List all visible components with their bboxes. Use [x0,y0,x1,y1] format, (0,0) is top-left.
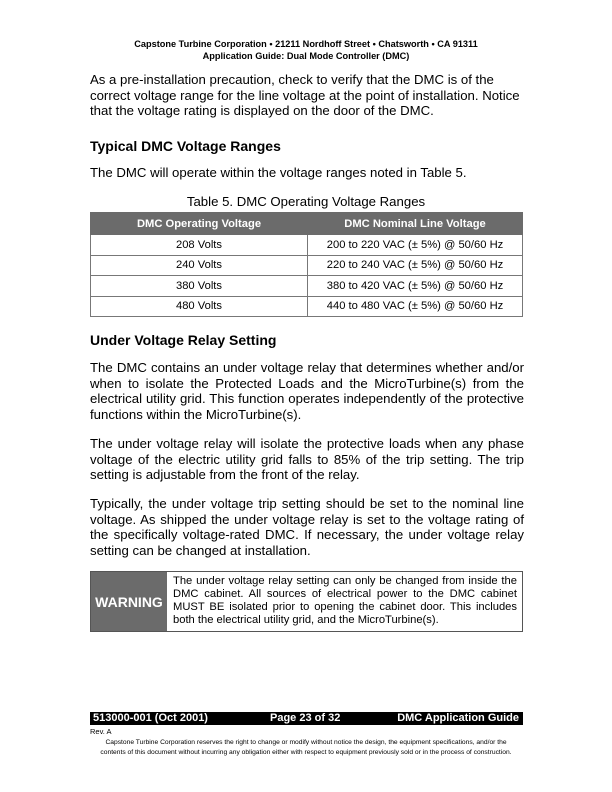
table-row [91,296,523,317]
header-address: Capstone Turbine Corporation • 21211 Nordhoff Street • Chatsworth • CA 91311 [134,39,478,49]
disclaimer-line-1: Capstone Turbine Corporation reserves the right to change or modify without notice the design, the equipment specifications, and/or the [105,739,507,746]
header-guide-title: Application Guide: Dual Mode Controller (DMC) [202,51,410,61]
warning-text: The under voltage relay setting can only be changed from inside the DMC cabinet. All sources of electrical power to the DMC cabinet MUST BE isolated prior to opening the cabinet door. This includes both the electrical utility grid, and the MicroTurbine(s). [173,575,517,626]
disclaimer-line-2: contents of this document without incurring any obligation either with respect to equipment previously sold or in the process of construction. [100,748,512,756]
warning-label: WARNING [91,572,167,631]
warning-box [90,571,523,632]
voltage-table [90,212,523,317]
table-row [91,235,523,256]
footer-doc-number: 513000-001 (Oct 2001) [93,712,208,724]
table-caption: Table 5. DMC Operating Voltage Ranges [186,194,426,209]
column-header: DMC Operating Voltage [91,213,308,235]
relay-paragraph-3: Typically, the under voltage trip setting should be set to the nominal line voltage. As shipped the under voltage relay is set to the voltage rating of the specifically voltage-rated DMC. If necessary, the under voltage relay setting can be changed at installation. [90,496,524,558]
footer-bar [90,712,523,725]
table-cell: 380 to 420 VAC (± 5%) @ 50/60 Hz [308,276,523,297]
voltage-ranges-paragraph: The DMC will operate within the voltage ranges noted in Table 5. [90,165,467,180]
table-cell: 200 to 220 VAC (± 5%) @ 50/60 Hz [308,235,523,256]
footer-disclaimer [0,738,612,757]
footer-guide-title: DMC Application Guide [397,712,519,724]
table-cell: 480 Volts [91,296,308,317]
table-cell: 380 Volts [91,276,308,297]
table-cell: 240 Volts [91,255,308,276]
table-cell: 440 to 480 VAC (± 5%) @ 50/60 Hz [308,296,523,317]
table-cell: 220 to 240 VAC (± 5%) @ 50/60 Hz [308,255,523,276]
column-header: DMC Nominal Line Voltage [308,213,523,235]
section-heading-under-voltage-relay: Under Voltage Relay Setting [90,332,277,348]
table-row [91,276,523,297]
section-heading-voltage-ranges: Typical DMC Voltage Ranges [90,138,281,154]
relay-paragraph-1: The DMC contains an under voltage relay that determines whether and/or when to isolate the Protected Loads and the MicroTurbine(s) from the electrical utility grid. This function operates independently of the protective functions within the MicroTurbine(s). [90,360,524,422]
table-header-row [91,213,523,235]
page-header [0,38,612,62]
relay-paragraph-2: The under voltage relay will isolate the protective loads when any phase voltage of the electric utility grid falls to 85% of the trip setting. The trip setting is adjustable from the front of the relay. [90,436,524,483]
table-cell: 208 Volts [91,235,308,256]
footer-revision: Rev. A [90,727,112,736]
table-row [91,255,523,276]
footer-page-number: Page 23 of 32 [270,712,341,724]
intro-paragraph: As a pre-installation precaution, check to verify that the DMC is of the correct voltage range for the line voltage at the point of installation. Notice that the voltage rating is displayed on the door of the DMC. [90,72,520,119]
